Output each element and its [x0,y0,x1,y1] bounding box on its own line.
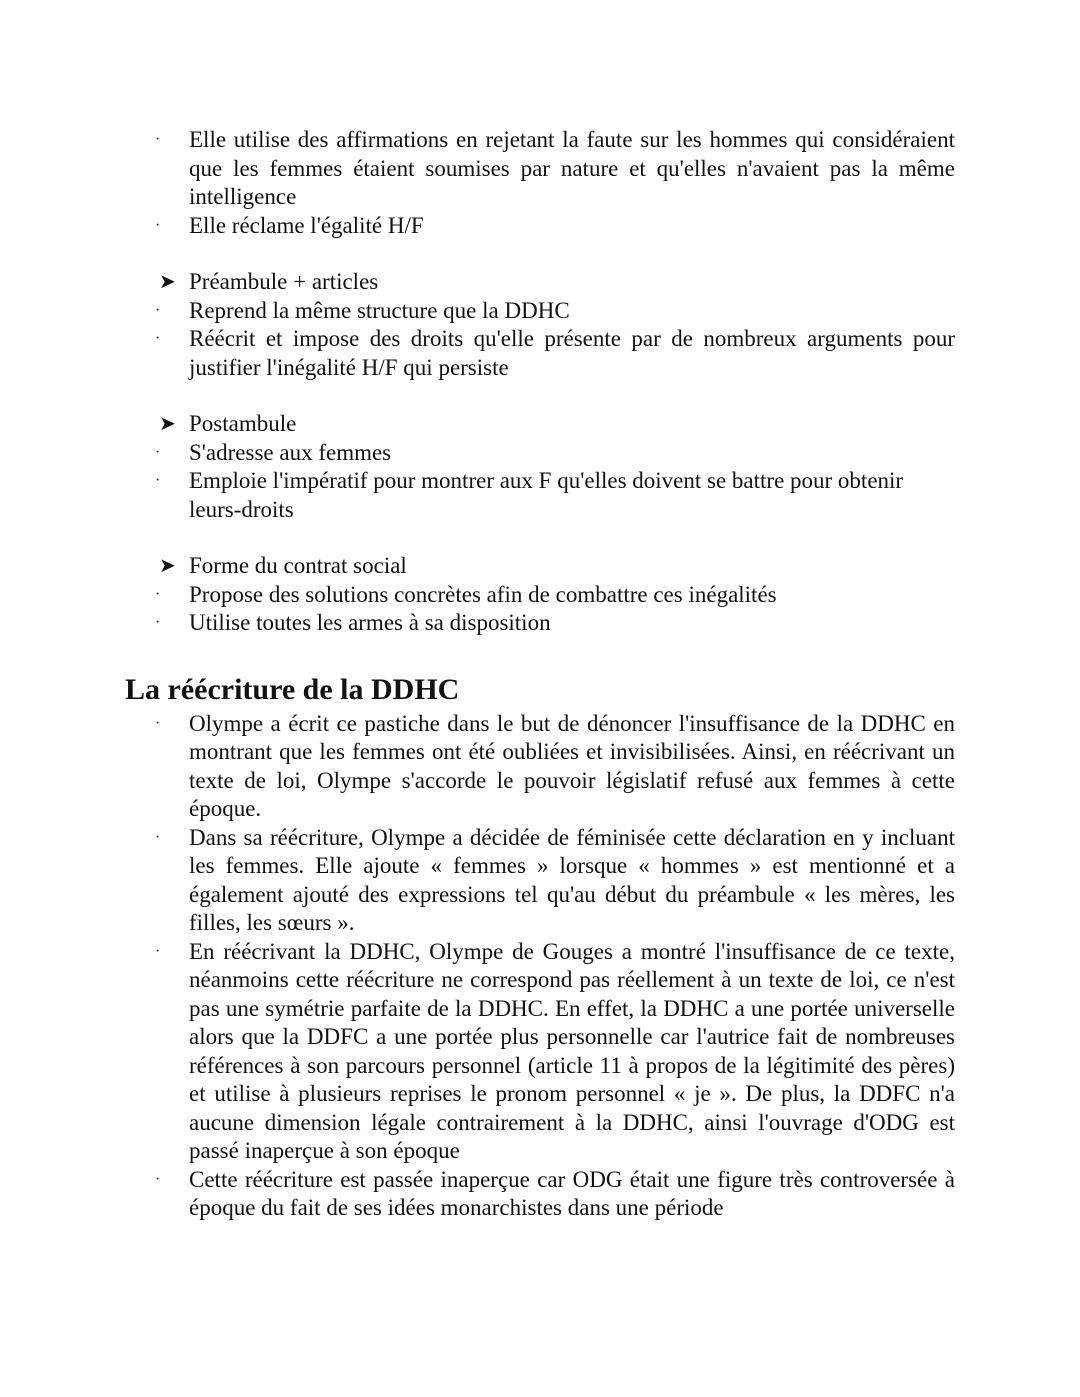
section-3-list [0,410,1080,524]
section-heading: La réécriture de la DDHC [125,672,460,706]
bullet-dot-icon: · [155,614,161,631]
section-title-text: Forme du contrat social [189,553,407,578]
section-title-text: Préambule + articles [189,269,379,294]
list-item-text: Olympe a écrit ce pastiche dans le but de dénoncer l'insuffisance de la DDHC en montrant que les femmes ont été oubliées et invisibilisées. Ainsi, en réécrivant un texte de loi, Olympe s'accorde le pouvoir législatif refusé aux femmes à cette époque. [189,710,955,821]
list-item-text: Emploie l'impératif pour montrer aux F qu'elles doivent se battre pour obtenir leurs-droits [189,468,904,522]
arrow-bullet-icon: ➤ [159,555,176,577]
section-2-list [0,268,1080,382]
list-item [0,710,955,824]
section-title [0,552,955,581]
section-title-text: Postambule [189,411,297,436]
list-item [0,325,955,382]
spacer [0,240,1080,268]
spacer [0,638,1080,672]
spacer [0,524,1080,552]
bullet-dot-icon: · [155,714,161,732]
bullet-dot-icon: · [155,330,161,347]
bullet-dot-icon: · [155,585,161,603]
bullet-dot-icon: · [155,131,161,148]
bullet-dot-icon: · [155,301,161,319]
section-5-list [0,710,1080,1223]
bullet-dot-icon: · [155,443,161,461]
list-item [0,467,955,524]
list-item-text: Propose des solutions concrètes afin de combattre ces inégalités [189,581,777,607]
list-item [0,581,955,610]
bullet-dot-icon: · [155,942,161,960]
document-content [0,126,1080,1223]
list-item-text: Reprend la même structure que la DDHC [189,297,570,323]
list-item [0,1166,955,1223]
list-item [0,609,955,638]
list-item [0,938,955,1166]
list-item-text: S'adresse aux femmes [189,439,392,465]
list-item-text: Utilise toutes les armes à sa disposition [189,610,551,635]
bullet-dot-icon: · [155,216,161,234]
section-title [0,268,955,297]
list-item-text: Elle réclame l'égalité H/F [189,212,424,238]
list-item [0,297,955,326]
list-item [0,824,955,938]
list-item [0,126,955,212]
bullet-dot-icon: · [155,1170,161,1188]
list-item-text: Dans sa réécriture, Olympe a décidée de féminisée cette déclaration en y incluant les femmes. Elle ajoute « femmes » lorsque « hommes » est mentionné et a également ajouté des expressions tel qu'au début du préambule « les mères, les filles, les sœurs ». [189,824,955,935]
section-title [0,410,955,439]
list-item-text: En réécrivant la DDHC, Olympe de Gouges a montré l'insuffisance de ce texte, néanmoins cette réécriture ne correspond pas réellement à un texte de loi, ce n'est pas une symétrie parfaite de la DDHC. En effet, la DDHC a une portée universelle alors que la DDFC a une portée plus personnelle car l'autrice fait de nombreuses références à son parcours personnel (article 11 à propos de la légitimité des pères) et utilise à plusieurs reprises le pronom personnel « je ». De plus, la DDFC n'a aucune dimension légale contrairement à la DDHC, ainsi l'ouvrage d'ODG est passé inaperçue à son époque [189,938,955,1163]
list-item-text: Réécrit et impose des droits qu'elle présente par de nombreux arguments pour justifier l'inégalité H/F qui persiste [189,326,955,380]
spacer [0,382,1080,410]
arrow-bullet-icon: ➤ [159,413,176,435]
section-4-list [0,552,1080,638]
bullet-dot-icon: · [155,472,161,489]
bullet-dot-icon: · [155,828,161,846]
section-1-list [0,126,1080,240]
list-item-text: Elle utilise des affirmations en rejetant la faute sur les hommes qui considéraient que les femmes étaient soumises par nature et qu'elles n'avaient pas la même intelligence [189,127,955,209]
arrow-bullet-icon: ➤ [159,271,176,293]
list-item-text: Cette réécriture est passée inaperçue car ODG était une figure très controversée à époque du fait de ses idées monarchistes dans une période [189,1166,955,1220]
list-item [0,212,955,241]
list-item [0,439,955,468]
